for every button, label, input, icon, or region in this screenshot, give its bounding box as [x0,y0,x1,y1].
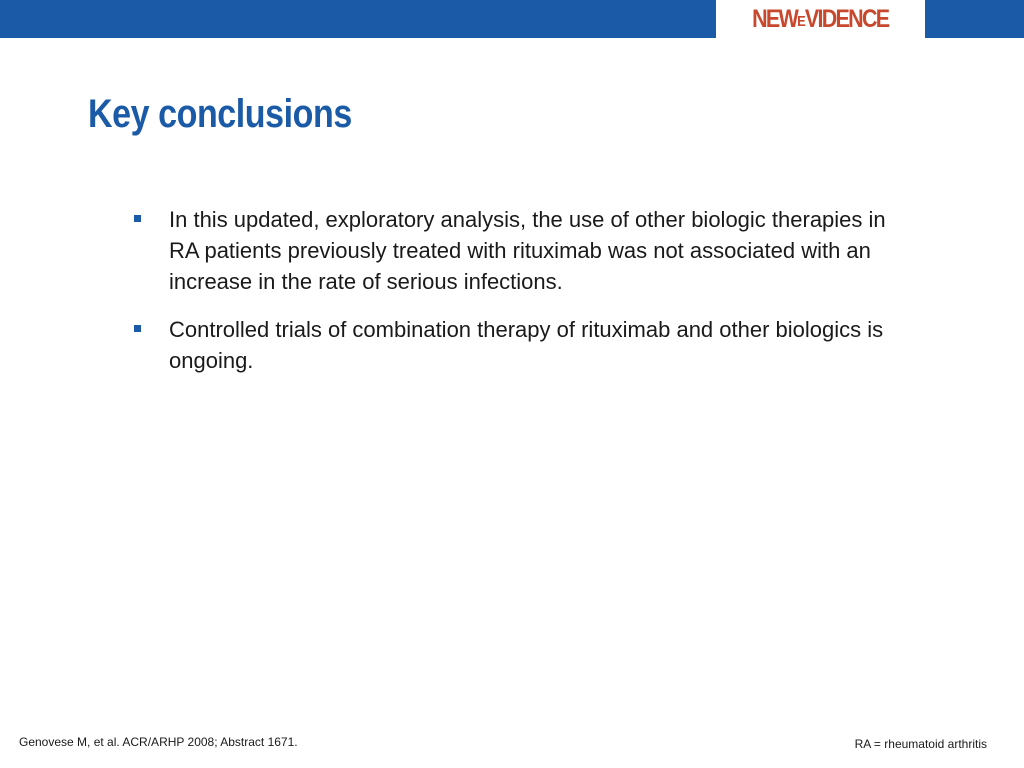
header-bar [0,0,1024,38]
logo-mid: E [797,12,806,30]
bullet-list [132,204,892,393]
abbreviation-footnote: RA = rheumatoid arthritis [854,737,987,751]
bullet-item [132,204,892,297]
logo-prefix: NEW [752,4,798,33]
bullet-item [132,314,892,376]
logo-text [752,4,889,33]
square-bullet-icon [134,325,141,332]
bullet-text: In this updated, exploratory analysis, the use of other biologic therapies in RA patients previously treated with rituximab was not associated with an increase in the rate of serious infections. [169,207,886,294]
citation-footnote: Genovese M, et al. ACR/ARHP 2008; Abstract 1671. [19,735,298,749]
square-bullet-icon [134,215,141,222]
slide-title: Key conclusions [88,92,352,136]
logo-suffix: VIDENCE [805,4,889,33]
new-evidence-logo [716,0,925,38]
bullet-text: Controlled trials of combination therapy of rituximab and other biologics is ongoing. [169,317,884,373]
